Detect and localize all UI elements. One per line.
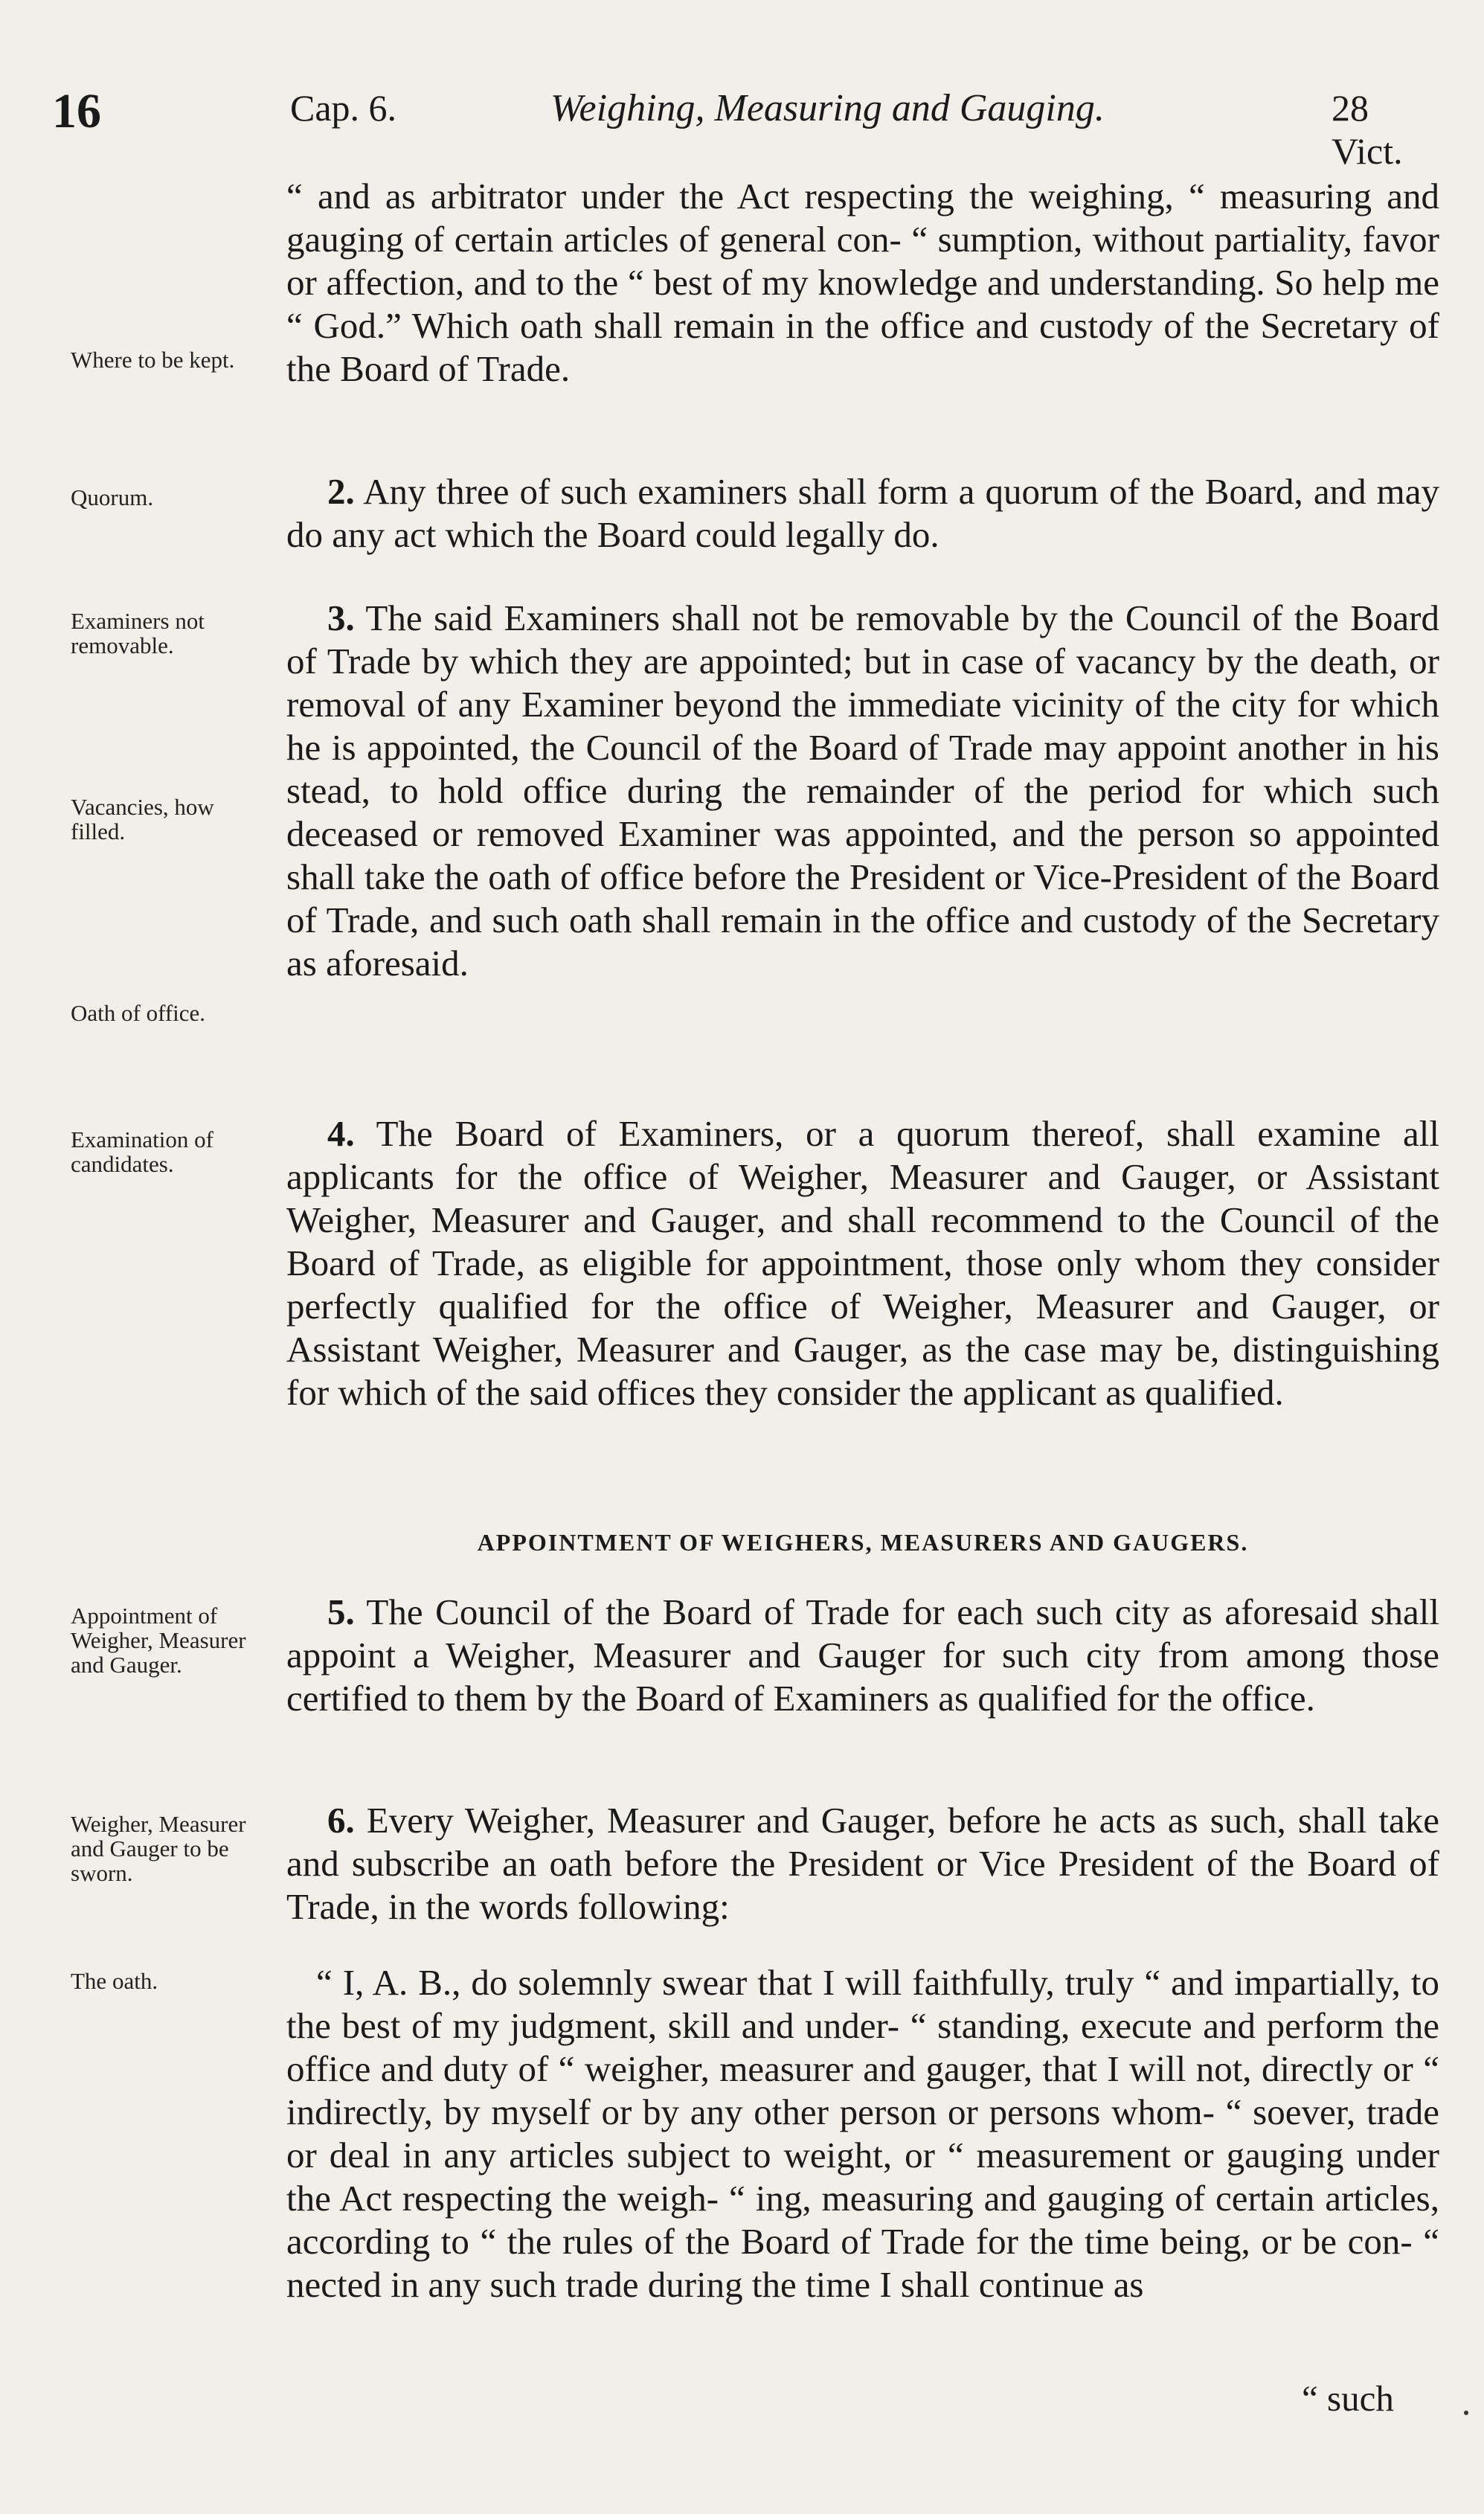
section-text: The Board of Examiners, or a quorum thereof, shall examine all applicants for the office of Weigher, Measurer and Gauger, or Assistant Weigher, Measurer and Gauger, and shall recommend to the Council of the Board of Trade, as eligible for appointment, those only whom they consider perfectly qualified for the office of Weigher, Measurer and Gauger, or Assistant Weigher, Measurer and Gauger, as the case may be, distinguishing for which of the said offices they consider the applicant as qualified.	[286, 1113, 1439, 1413]
section-number: 3.	[327, 597, 355, 638]
section-heading: APPOINTMENT OF WEIGHERS, MEASURERS AND GAUGERS.	[477, 1529, 1249, 1556]
margin-note-where-kept: Where to be kept.	[71, 347, 235, 373]
section-text: The Council of the Board of Trade for each such city as aforesaid shall appoint a Weigher, Measurer and Gauger for such city from among those certified to them by the Board of Examiners as qualified for the office.	[286, 1591, 1439, 1719]
margin-note-quorum: Quorum.	[71, 484, 154, 510]
oath-text: “ I, A. B., do solemnly swear that I will faithfully, truly “ and impartially, to the best of my judgment, skill and under- “ standing, execute and perform the office and duty of “ weigher, measurer and gauger, that I will not, directly or “ indirectly, by myself or by any other person or persons whom- “ soever, trade or deal in any articles subject to weight, or “ measurement or gauging under the Act respecting the weigh- “ ing, measuring and gauging of certain articles, according to “ the rules of the Board of Trade for the time being, or be con- “ nected in any such trade during the time I shall continue as	[286, 1962, 1439, 2305]
margin-note-the-oath: The oath.	[71, 1968, 158, 1994]
margin-note-appointment: Appointment of Weigher, Measurer and Gauger.	[71, 1603, 246, 1678]
chapter-label: Cap. 6.	[290, 87, 397, 129]
section-number: 2.	[327, 471, 355, 512]
oath-continuation: “ and as arbitrator under the Act respecting the weighing, “ measuring and gauging of certain articles of general con- “ sumption, without partiality, favor or affection, and to the “ best of my knowledge and understanding. So help me “ God.” Which oath shall remain in the office and custody of the Secretary of the Board of Trade.	[286, 176, 1439, 389]
catchword: “ such	[1302, 2378, 1394, 2419]
regnal-year: 28 Vict.	[1332, 87, 1403, 172]
margin-note-vacancies: Vacancies, how filled.	[71, 794, 214, 844]
section-3	[286, 597, 1439, 985]
ink-speck	[1464, 2411, 1468, 2415]
section-number: 4.	[327, 1113, 355, 1154]
section-number: 6.	[327, 1800, 355, 1841]
section-5	[286, 1591, 1439, 1720]
margin-note-oath-of-office: Oath of office.	[71, 1000, 206, 1026]
running-title: Weighing, Measuring and Gauging.	[550, 87, 1105, 129]
section-number: 5.	[327, 1591, 355, 1632]
section-text: Every Weigher, Measurer and Gauger, before he acts as such, shall take and subscribe an oath before the President or Vice President of the Board of Trade, in the words following:	[286, 1800, 1440, 1927]
section-text: Any three of such examiners shall form a quorum of the Board, and may do any act which the Board could legally do.	[286, 471, 1439, 555]
margin-note-sworn: Weigher, Measurer and Gauger to be sworn.	[71, 1811, 246, 1886]
page-number: 16	[52, 84, 101, 138]
section-text: The said Examiners shall not be removable by the Council of the Board of Trade by which they are appointed; but in case of vacancy by the death, or removal of any Examiner beyond the immediate vicinity of the city for which he is appointed, the Council of the Board of Trade may appoint another in his stead, to hold office during the remainder of the period for which such deceased or removed Examiner was appointed, and the person so appointed shall take the oath of office before the President or Vice-President of the Board of Trade, and such oath shall remain in the office and custody of the Secretary as aforesaid.	[286, 597, 1439, 984]
section-6	[286, 1799, 1439, 1928]
margin-note-examination: Examination of candidates.	[71, 1126, 213, 1177]
running-header	[52, 83, 1443, 172]
section-4	[286, 1112, 1439, 1414]
section-2	[286, 470, 1439, 557]
margin-note-examiners-not-removable: Examiners not removable.	[71, 608, 205, 658]
